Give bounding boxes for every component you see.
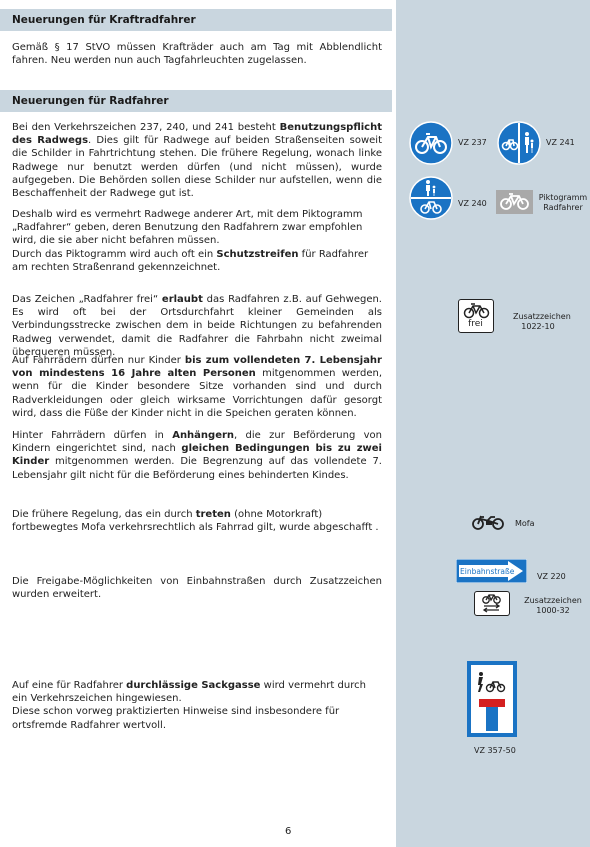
mofa-icon bbox=[471, 513, 505, 531]
einbahn-label: Einbahnstraße bbox=[460, 567, 515, 576]
caption-vz220: VZ 220 bbox=[537, 572, 566, 581]
paragraph-mofa: Die frühere Regelung, das ein durch treten (ohne Motorkraft) fortbewegtes Mofa verkehrsrechtlich als Fahrrad gilt, wurde abgeschafft . bbox=[12, 509, 379, 534]
piktogramm-radfahrer-sign bbox=[496, 190, 533, 214]
paragraph-benutzungspflicht: Bei den Verkehrszeichen 237, 240, und 241 besteht Benutzungspflicht des Radwegs. Dies gilt für Radwege auf beiden Straßenseiten soweit die Schilder in Fahrtrichtung stehen. Die frühere Regelung, wonach linke Radwege nur benutzt werden dürfen (und nicht müssen), wurde aufgegeben. Die Behörden sollen diese Schilder nur aufstellen, wenn die Beschaffenheit der Radwege gut ist. bbox=[12, 122, 382, 200]
paragraph-abblendlicht: Gemäß § 17 StVO müssen Krafträder auch am Tag mit Abblendlicht fahren. Neu werden nun auch Tagfahrleuchten zugelassen. bbox=[12, 42, 382, 67]
caption-zusatz1000: Zusatzzeichen 1000-32 bbox=[524, 596, 582, 615]
section-header-kraftrad: Neuerungen für Kraftradfahrer bbox=[0, 9, 392, 31]
bicycle-arrows-icon bbox=[475, 592, 508, 614]
paragraph-einbahnstrasse: Die Freigabe-Möglichkeiten von Einbahnstraßen durch Zusatzzeichen wurden erweitert. bbox=[12, 576, 382, 601]
zusatzzeichen-1000-32 bbox=[474, 591, 510, 616]
caption-vz241: VZ 241 bbox=[546, 138, 575, 147]
caption-mofa: Mofa bbox=[515, 519, 535, 528]
paragraph-kinder-mitnahme: Auf Fahrrädern dürfen nur Kinder bis zum vollendeten 7. Lebensjahr von mindestens 16 Jahre alten Personen mitgenommen werden, wenn für die Kinder besondere Sitze vorhanden sind und durch Radverkleidungen oder gleich wirksame Vorrichtungen dafür gesorgt wird, dass die Füße der Kinder nicht in die Speichen geraten können. bbox=[12, 355, 382, 419]
caption-vz357-50: VZ 357-50 bbox=[474, 746, 516, 755]
vz237-radweg-sign bbox=[409, 121, 453, 165]
paragraph-radfahrer-frei: Das Zeichen „Radfahrer frei“ erlaubt das Radfahren z.B. auf Gehwegen. Es wird oft bei der Ortsdurchfahrt kleiner Gemeinden als Verbindungsstrecke zwischen dem in beide Richtungen zu befahrenden Radweg verwendet, damit die Radfahrer die Fahrbahn nicht zweimal überqueren müssen. bbox=[12, 294, 382, 358]
paragraph-sackgasse: Auf eine für Radfahrer durchlässige Sackgasse wird vermehrt durch ein Verkehrszeichen hingewiesen. Diese schon vorweg praktizierten Hinweise sind insbesondere für ortsfremde Radfahrer wertvoll. bbox=[12, 680, 366, 731]
zusatzzeichen-radfahrer-frei bbox=[458, 299, 494, 333]
page-number: 6 bbox=[285, 826, 292, 837]
vz357-50-durchlaessige-sackgasse-sign bbox=[467, 661, 517, 737]
caption-piktogramm: Piktogramm Radfahrer bbox=[538, 193, 588, 212]
bicycle-icon bbox=[460, 302, 493, 320]
vz240-gemeinsamer-rad-gehweg-sign bbox=[409, 176, 453, 220]
vz241-getrennter-rad-gehweg-sign bbox=[497, 121, 541, 165]
paragraph-piktogramm: Deshalb wird es vermehrt Radwege anderer Art, mit dem Piktogramm „Radfahrer“ geben, deren Benutzung den Radfahrern zwar empfohlen wird, die sie aber nicht befahren müssen. Durch das Piktogramm wird auch oft ein Schutzstreifen für Radfahrer am rechten Straßenrand gekennzeichnet. bbox=[12, 209, 369, 273]
frei-label: frei bbox=[468, 319, 483, 329]
section-header-radfahrer: Neuerungen für Radfahrer bbox=[0, 90, 392, 112]
caption-vz237: VZ 237 bbox=[458, 138, 487, 147]
caption-zusatz1022: Zusatzzeichen 1022-10 bbox=[513, 312, 571, 331]
paragraph-anhaenger: Hinter Fahrrädern dürfen in Anhängern, die zur Beförderung von Kindern eingerichtet sind, nach gleichen Bedingungen bis zu zwei Kinder mitgenommen werden. Die Begrenzung auf das vollendete 7. Lebensjahr gilt nicht für die Beförderung eines behinderten Kindes. bbox=[12, 430, 382, 481]
caption-vz240: VZ 240 bbox=[458, 199, 487, 208]
